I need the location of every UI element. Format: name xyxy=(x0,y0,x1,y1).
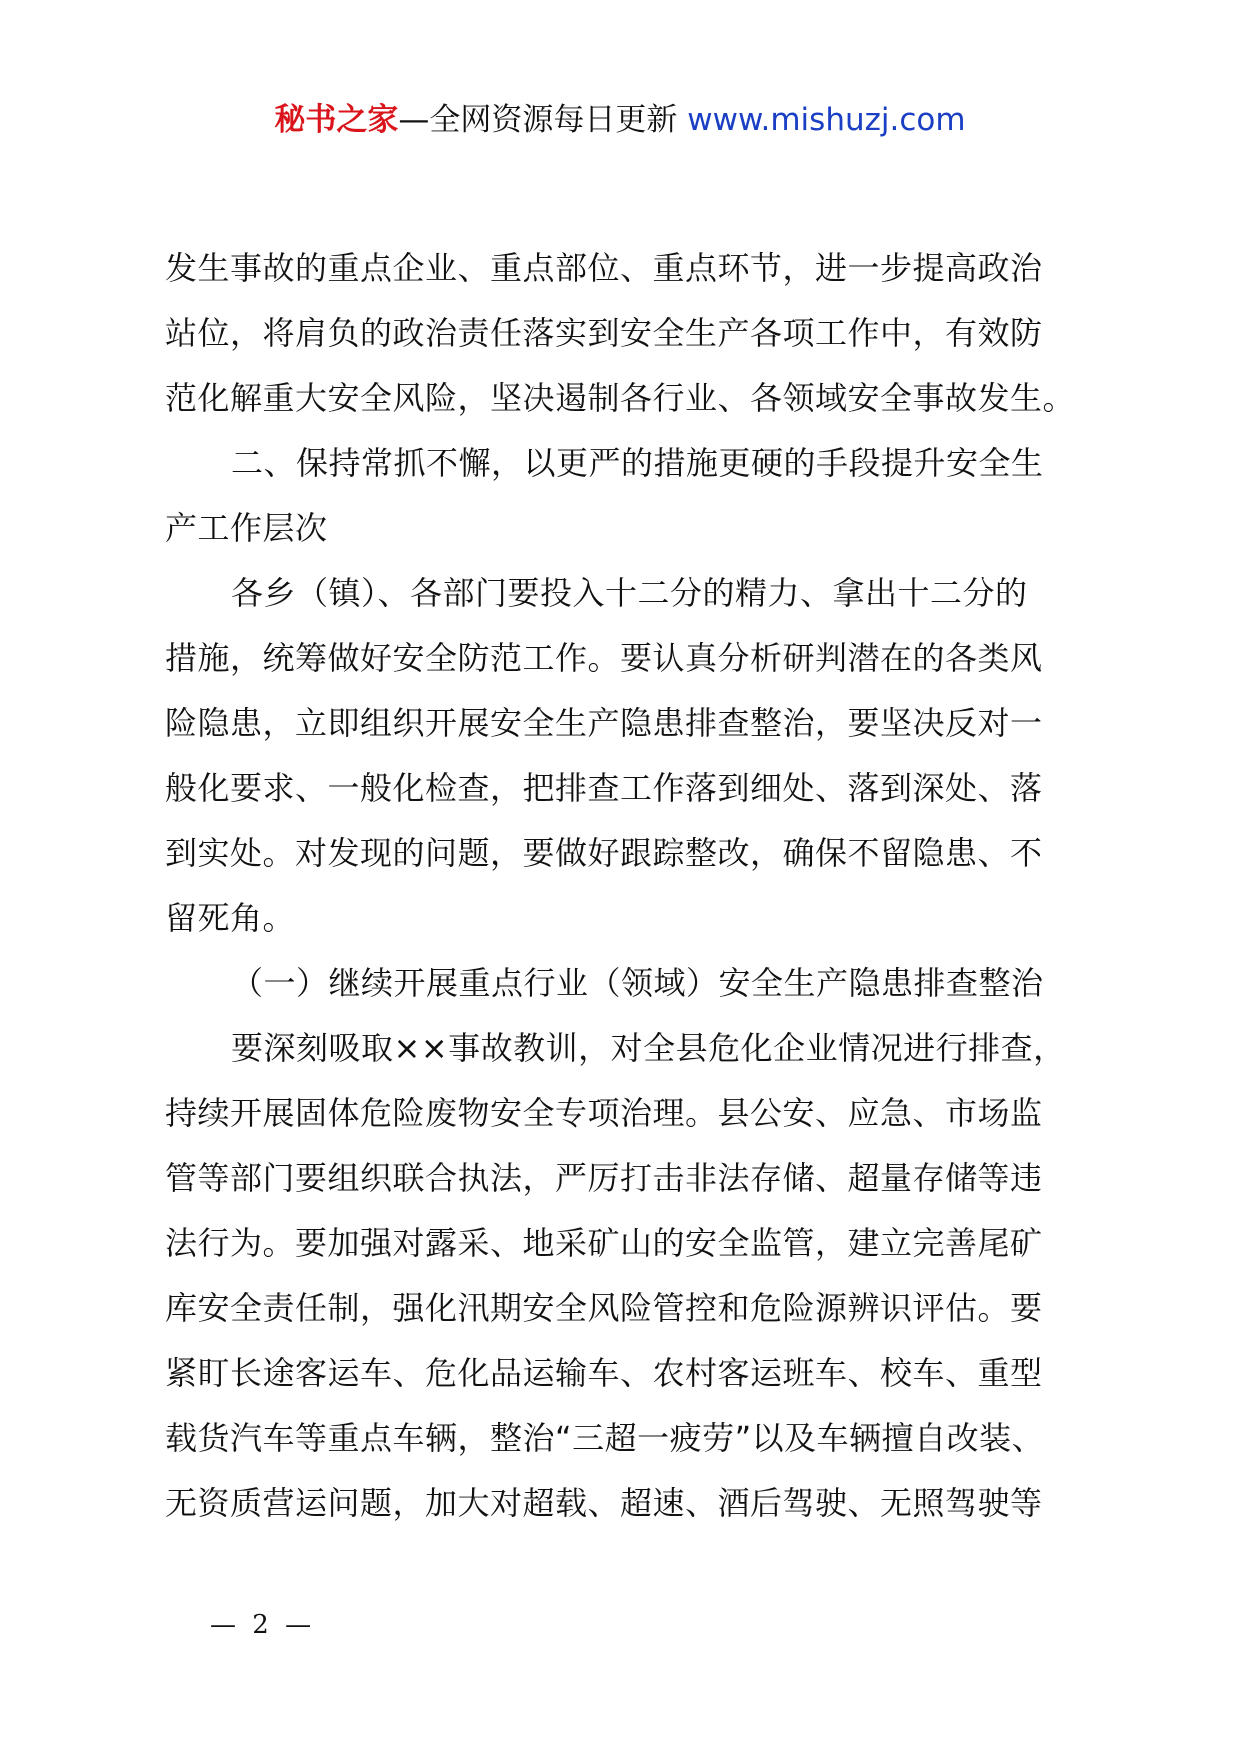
text-line: 载货汽车等重点车辆，整治“三超一疲劳”以及车辆擅自改装、 xyxy=(165,1419,1045,1457)
section-heading-continued: 产工作层次 xyxy=(165,509,328,547)
subsection-heading: （一）继续开展重点行业（领域）安全生产隐患排查整治 xyxy=(231,964,1044,1002)
text-line: 般化要求、一般化检查，把排查工作落到细处、落到深处、落 xyxy=(165,769,1043,807)
text-line: 持续开展固体危险废物安全专项治理。县公安、应急、市场监 xyxy=(165,1094,1043,1132)
text-line: 站位，将肩负的政治责任落实到安全生产各项工作中，有效防 xyxy=(165,314,1043,352)
document-body xyxy=(165,236,1095,1536)
text-line: 范化解重大安全风险，坚决遏制各行业、各领域安全事故发生。 xyxy=(165,379,1076,417)
text-line: 管等部门要组织联合执法，严厉打击非法存储、超量存储等违 xyxy=(165,1159,1043,1197)
page-number: — 2 — xyxy=(210,1610,316,1640)
text-line: 要深刻吸取××事故教训，对全县危化企业情况进行排查， xyxy=(231,1029,1066,1067)
section-heading: 二、保持常抓不懈，以更严的措施更硬的手段提升安全生 xyxy=(231,444,1044,482)
brand-name: 秘书之家 xyxy=(274,102,399,138)
text-line: 发生事故的重点企业、重点部位、重点环节，进一步提高政治 xyxy=(165,249,1043,287)
text-line: 紧盯长途客运车、危化品运输车、农村客运班车、校车、重型 xyxy=(165,1354,1043,1392)
site-header xyxy=(0,100,1240,140)
text-line: 险隐患，立即组织开展安全生产隐患排查整治，要坚决反对一 xyxy=(165,704,1043,742)
text-line: 法行为。要加强对露采、地采矿山的安全监管，建立完善尾矿 xyxy=(165,1224,1043,1262)
site-url-link[interactable]: www.mishuzj.com xyxy=(687,102,966,138)
site-slogan: —全网资源每日更新 xyxy=(398,102,678,138)
text-line: 留死角。 xyxy=(165,899,296,937)
text-line: 库安全责任制，强化汛期安全风险管控和危险源辨识评估。要 xyxy=(165,1289,1043,1327)
text-line: 到实处。对发现的问题，要做好跟踪整改，确保不留隐患、不 xyxy=(165,834,1043,872)
text-line: 无资质营运问题，加大对超载、超速、酒后驾驶、无照驾驶等 xyxy=(165,1484,1043,1522)
text-line: 各乡（镇）、各部门要投入十二分的精力、拿出十二分的 xyxy=(231,574,1028,612)
text-line: 措施，统筹做好安全防范工作。要认真分析研判潜在的各类风 xyxy=(165,639,1043,677)
